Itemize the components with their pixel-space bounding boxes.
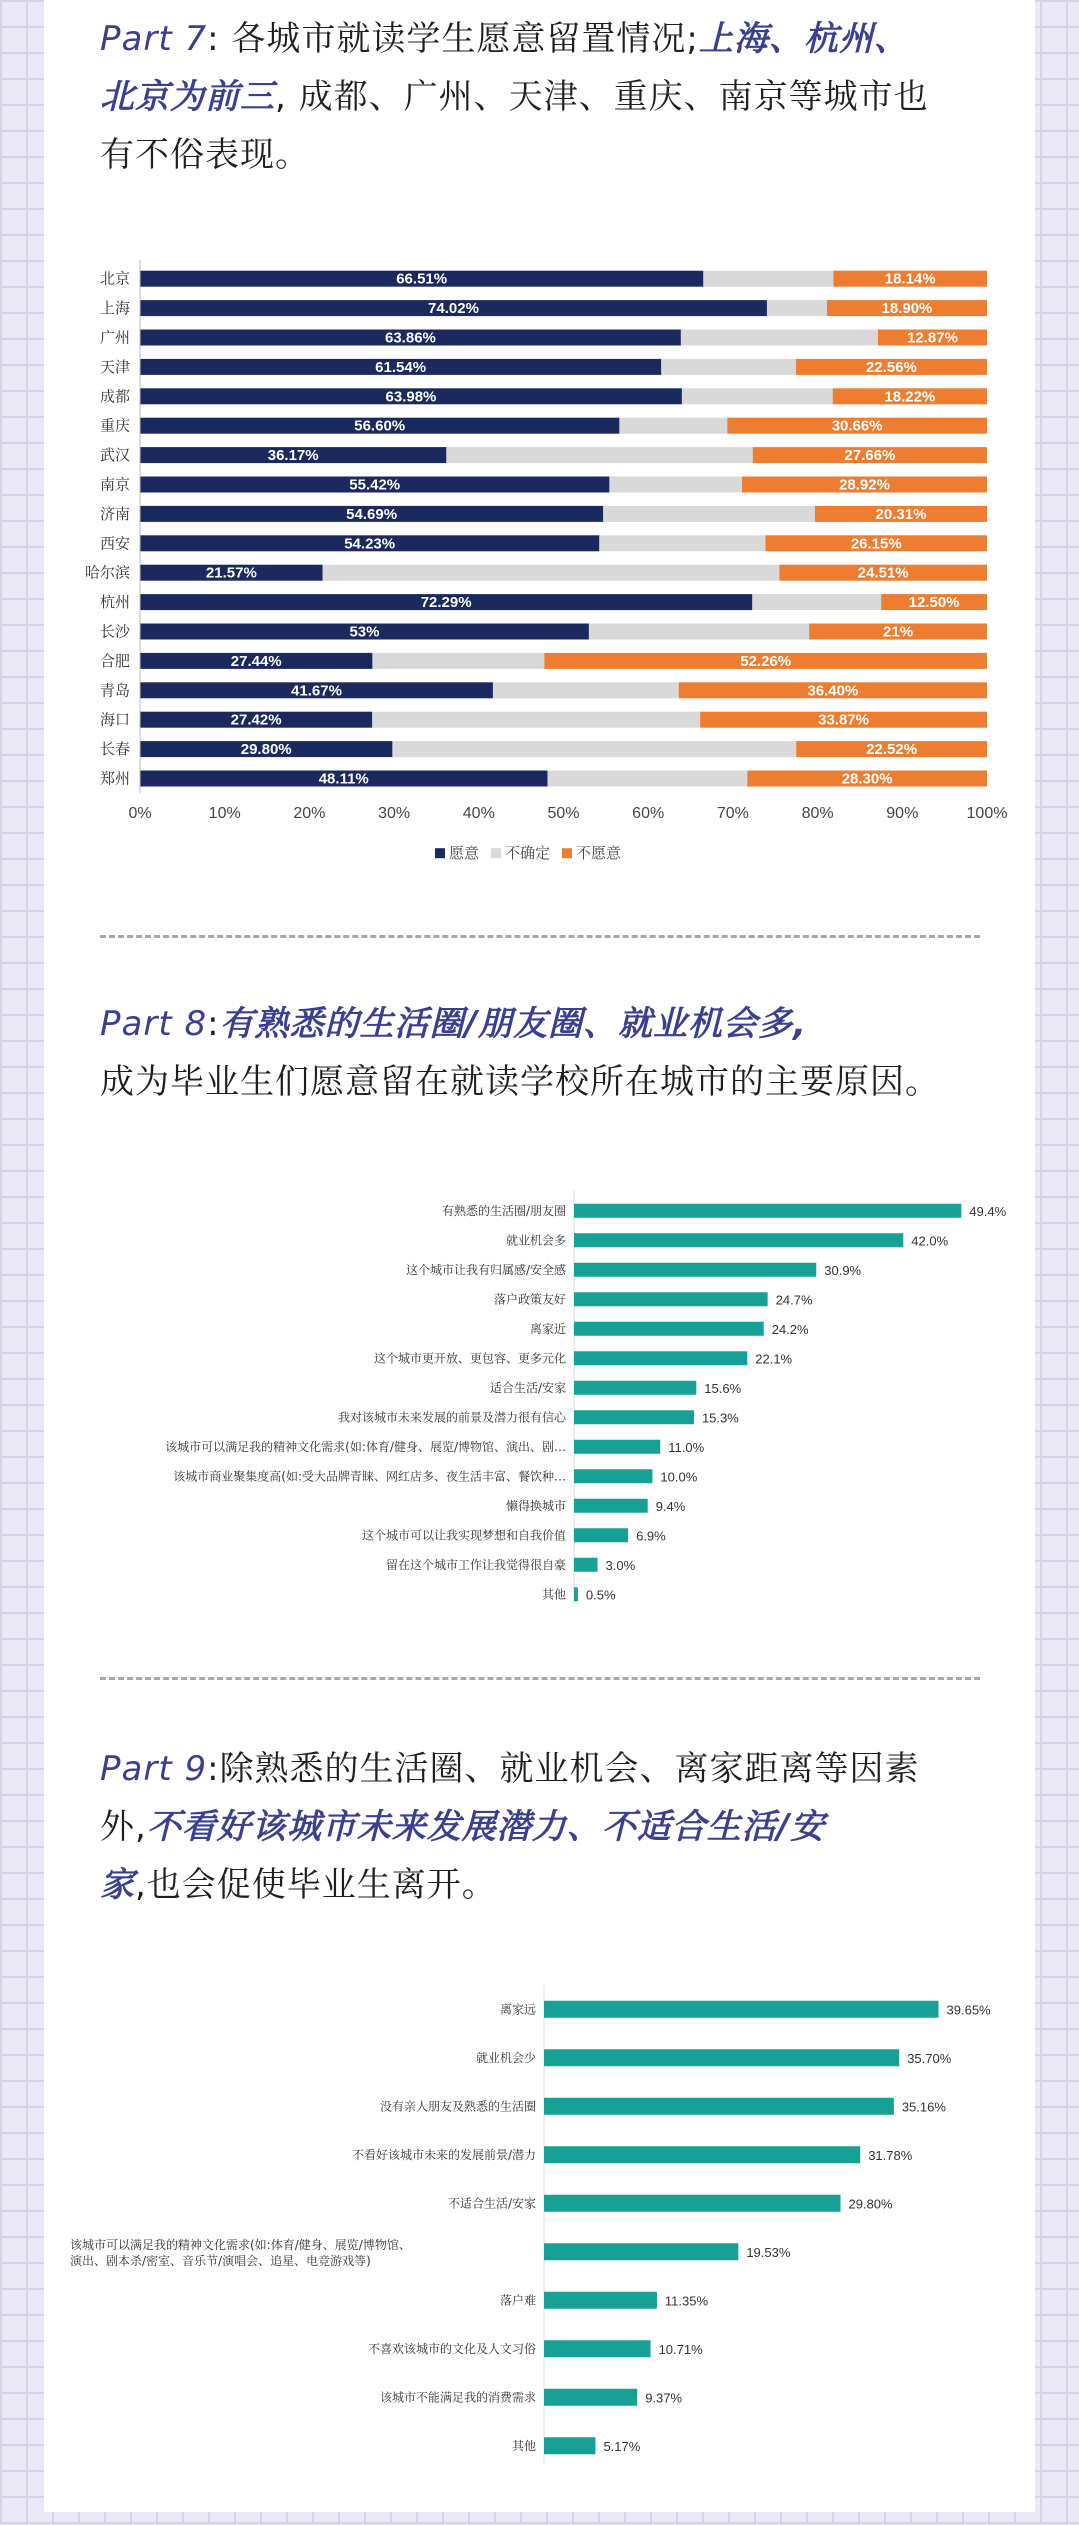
category-label: 不喜欢该城市的文化及人文习俗 <box>367 2341 536 2356</box>
bar-segment <box>599 535 765 551</box>
category-label: 其他 <box>511 2438 536 2453</box>
tick-label: 10% <box>208 805 241 823</box>
category-label: 长沙 <box>99 622 130 641</box>
category-label: 郑州 <box>99 769 130 788</box>
bar <box>574 1528 628 1542</box>
tick-label: 100% <box>966 805 1008 823</box>
category-label: 这个城市可以让我实现梦想和自我价值 <box>361 1528 566 1543</box>
data-label: 36.40% <box>807 682 859 700</box>
category-label: 西安 <box>99 534 130 553</box>
data-label: 63.98% <box>385 388 437 406</box>
bar <box>574 1499 648 1513</box>
category-label: 有熟悉的生活圈/朋友圈 <box>441 1203 566 1218</box>
data-label: 3.0% <box>605 1557 636 1573</box>
bar <box>544 2001 939 2018</box>
data-label: 22.1% <box>755 1351 793 1367</box>
data-label: 39.65% <box>946 2002 991 2018</box>
category-label: 离家远 <box>499 2002 536 2017</box>
part7-text: 各城市就读学生愿意留置情况; <box>231 19 699 59</box>
category-label: 就业机会少 <box>475 2050 536 2065</box>
data-label: 36.17% <box>267 447 319 465</box>
category-label: 该城市可以满足我的精神文化需求(如:体育/健身、展览/博物馆、演出、剧… <box>165 1439 566 1454</box>
separator: : <box>207 19 220 59</box>
bar-segment <box>682 388 833 404</box>
category-label: 没有亲人朋友及熟悉的生活圈 <box>379 2099 536 2114</box>
part9-text-3: ,也会促使毕业生离开。 <box>135 1865 497 1905</box>
category-label: 离家近 <box>529 1321 566 1336</box>
tick-label: 70% <box>716 805 749 823</box>
part7-heading <box>100 10 1000 184</box>
category-label: 成都 <box>99 387 130 406</box>
bar <box>574 1322 764 1336</box>
bar-segment <box>661 359 796 375</box>
tick-label: 90% <box>886 805 919 823</box>
category-label: 广州 <box>99 328 130 347</box>
data-label: 54.23% <box>344 535 396 553</box>
category-label: 合肥 <box>99 651 130 670</box>
category-label: 济南 <box>99 504 130 523</box>
legend-label: 愿意 <box>449 844 480 863</box>
part9-text: 除熟悉的生活圈、就业机会、离家距离等因素 <box>219 1749 920 1789</box>
bar-segment <box>703 271 833 287</box>
data-label: 27.44% <box>230 652 282 670</box>
tick-label: 80% <box>801 805 834 823</box>
category-label: 杭州 <box>99 593 130 612</box>
separator: : <box>207 1749 220 1789</box>
data-label: 42.0% <box>911 1233 949 1249</box>
data-label: 66.51% <box>396 270 448 288</box>
legend-swatch <box>562 848 572 858</box>
category-label: 这个城市更开放、更包容、更多元化 <box>373 1351 566 1366</box>
category-label: 北京 <box>99 269 130 288</box>
part8-line1 <box>100 995 1000 1053</box>
bar <box>544 2049 899 2066</box>
data-label: 55.42% <box>349 476 401 494</box>
data-label: 27.66% <box>844 447 896 465</box>
category-label: 重庆 <box>99 416 130 435</box>
data-label: 24.51% <box>857 564 909 582</box>
bar-segment <box>619 418 727 434</box>
data-label: 35.16% <box>901 2099 946 2115</box>
bar <box>574 1263 816 1277</box>
data-label: 18.22% <box>884 388 936 406</box>
part9-line3 <box>100 1856 1000 1914</box>
bar-segment <box>493 682 679 698</box>
data-label: 11.35% <box>664 2293 709 2309</box>
bar-segment <box>372 712 700 728</box>
divider <box>100 935 980 938</box>
data-label: 21.57% <box>205 564 257 582</box>
category-label: 这个城市让我有归属感/安全感 <box>405 1262 566 1277</box>
part-label: Part 9 <box>100 1749 208 1789</box>
data-label: 15.3% <box>701 1410 739 1426</box>
data-label: 9.37% <box>645 2390 683 2406</box>
part7-line1 <box>100 10 1000 68</box>
part7-line2 <box>100 68 1000 126</box>
data-label: 10.0% <box>660 1469 698 1485</box>
category-label: 哈尔滨 <box>84 563 130 582</box>
data-label: 63.86% <box>385 329 436 347</box>
part8-line2: 成为毕业生们愿意留在就读学校所在城市的主要原因。 <box>100 1062 940 1102</box>
bar-segment <box>547 771 747 787</box>
bar <box>544 2146 860 2163</box>
bar-segment <box>446 447 752 463</box>
category-label: 该城市可以满足我的精神文化需求(如:体育/健身、展览/博物馆、 <box>70 2237 411 2252</box>
category-label: 懒得换城市 <box>505 1498 566 1513</box>
data-label: 21% <box>883 623 914 641</box>
category-label: 南京 <box>99 475 130 494</box>
category-label: 武汉 <box>99 446 130 465</box>
data-label: 30.9% <box>824 1262 862 1278</box>
part-label: Part 7 <box>100 19 208 59</box>
part7-highlight-2: 北京为前三 <box>100 77 275 117</box>
bar <box>574 1469 652 1483</box>
category-label: 不看好该城市未来的发展前景/潜力 <box>351 2147 536 2162</box>
divider <box>100 1677 980 1680</box>
bar-segment <box>392 741 796 757</box>
leave-reasons-chart <box>0 1985 1079 2525</box>
data-label: 30.66% <box>831 417 883 435</box>
bar <box>544 2292 657 2309</box>
tick-label: 30% <box>378 805 411 823</box>
bar <box>574 1558 598 1572</box>
part9-line1 <box>100 1740 1000 1798</box>
bar <box>544 2243 738 2260</box>
data-label: 12.87% <box>907 329 958 347</box>
category-label: 落户政策友好 <box>493 1292 566 1307</box>
data-label: 72.29% <box>420 594 472 612</box>
bar-segment <box>752 594 881 610</box>
part8-heading <box>100 995 1000 1111</box>
part9-heading <box>100 1740 1000 1914</box>
data-label: 54.69% <box>346 505 398 523</box>
category-label: 海口 <box>99 710 130 729</box>
bar-segment <box>372 653 544 669</box>
bar <box>544 2437 595 2454</box>
stay-reasons-chart <box>0 1170 1079 1610</box>
category-label: 上海 <box>99 299 130 318</box>
data-label: 48.11% <box>318 770 369 788</box>
data-label: 5.17% <box>603 2438 641 2454</box>
category-label: 青岛 <box>99 681 130 700</box>
bar <box>574 1587 578 1601</box>
bar-segment <box>767 300 827 316</box>
city-retention-chart <box>0 250 1079 870</box>
category-label: 留在这个城市工作让我觉得很自豪 <box>385 1557 566 1572</box>
data-label: 31.78% <box>868 2147 913 2163</box>
data-label: 35.70% <box>907 2050 952 2066</box>
tick-label: 50% <box>547 805 580 823</box>
part8-highlight: 有熟悉的生活圈/朋友圈、就业机会多, <box>219 1004 807 1044</box>
data-label: 22.52% <box>866 741 918 759</box>
bar-segment <box>681 330 878 346</box>
data-label: 20.31% <box>875 505 927 523</box>
category-label: 适合生活/安家 <box>489 1380 566 1395</box>
tick-label: 0% <box>128 805 152 823</box>
data-label: 10.71% <box>658 2341 703 2357</box>
data-label: 28.30% <box>841 770 893 788</box>
bar <box>544 2098 894 2115</box>
bar <box>574 1410 694 1424</box>
bar <box>574 1440 660 1454</box>
part7-highlight: 上海、杭州、 <box>698 19 909 59</box>
data-label: 12.50% <box>908 594 960 612</box>
data-label: 24.2% <box>771 1321 809 1337</box>
data-label: 74.02% <box>428 300 479 318</box>
category-label: 我对该城市未来发展的前景及潜力很有信心 <box>337 1410 566 1425</box>
category-label: 天津 <box>99 357 130 376</box>
legend-swatch <box>491 848 501 858</box>
legend-label: 不愿意 <box>576 844 622 863</box>
tick-label: 40% <box>462 805 495 823</box>
bar <box>574 1233 903 1247</box>
category-label: 长春 <box>99 740 130 759</box>
data-label: 29.80% <box>240 741 292 759</box>
category-label: 该城市不能满足我的消费需求 <box>379 2390 536 2405</box>
legend-swatch <box>435 848 445 858</box>
tick-label: 60% <box>632 805 665 823</box>
data-label: 6.9% <box>636 1528 666 1544</box>
data-label: 61.54% <box>375 358 427 376</box>
data-label: 15.6% <box>704 1380 742 1396</box>
part9-highlight: 不看好该城市未来发展潜力、不适合生活/安 <box>146 1807 826 1847</box>
part9-highlight-2: 家 <box>100 1865 135 1905</box>
data-label: 33.87% <box>818 711 869 729</box>
bar-segment <box>323 565 780 581</box>
data-label: 27.42% <box>230 711 282 729</box>
part-label: Part 8 <box>100 1004 208 1044</box>
data-label: 18.90% <box>881 300 933 318</box>
legend-label: 不确定 <box>505 844 551 863</box>
bar-segment <box>603 506 815 522</box>
part7-line3: 有不俗表现。 <box>100 135 310 175</box>
data-label: 24.7% <box>775 1292 813 1308</box>
data-label: 18.14% <box>884 270 936 288</box>
category-label: 其他 <box>541 1587 566 1602</box>
data-label: 11.0% <box>668 1439 705 1455</box>
data-label: 56.60% <box>354 417 406 435</box>
category-label: 不适合生活/安家 <box>447 2196 536 2211</box>
data-label: 41.67% <box>291 682 342 700</box>
category-label: 该城市商业聚集度高(如:受大品牌青睐、网红店多、夜生活丰富、餐饮种… <box>173 1469 566 1484</box>
bar <box>544 2340 651 2357</box>
part9-text-2: 外, <box>100 1807 147 1847</box>
data-label: 49.4% <box>969 1203 1007 1219</box>
data-label: 28.92% <box>839 476 890 494</box>
part9-line2 <box>100 1798 1000 1856</box>
bar-segment <box>589 624 809 640</box>
data-label: 22.56% <box>866 358 917 376</box>
data-label: 29.80% <box>848 2196 893 2212</box>
bar-segment <box>609 477 742 493</box>
category-label: 就业机会多 <box>505 1233 566 1248</box>
data-label: 19.53% <box>746 2244 791 2260</box>
bar <box>574 1381 696 1395</box>
data-label: 26.15% <box>850 535 902 553</box>
bar <box>574 1351 747 1365</box>
data-label: 9.4% <box>655 1498 686 1514</box>
data-label: 52.26% <box>740 652 792 670</box>
bar <box>574 1204 961 1218</box>
data-label: 0.5% <box>585 1587 616 1603</box>
bar <box>544 2389 637 2406</box>
bar <box>544 2195 841 2212</box>
bar <box>574 1292 768 1306</box>
tick-label: 20% <box>293 805 326 823</box>
data-label: 53% <box>349 623 380 641</box>
category-label: 落户难 <box>499 2293 536 2308</box>
part7-text-2: , 成都、广州、天津、重庆、南京等城市也 <box>275 77 929 117</box>
separator: : <box>207 1004 220 1044</box>
category-label: 演出、剧本杀/密室、音乐节/演唱会、追星、电竞游戏等) <box>70 2253 371 2268</box>
